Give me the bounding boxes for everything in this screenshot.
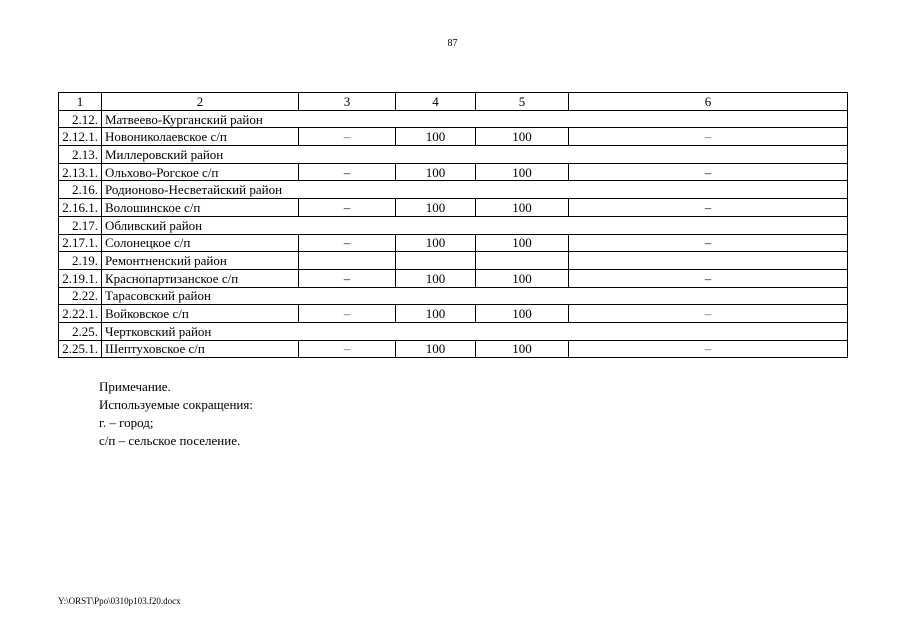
row-number-cell: 2.12. (59, 110, 102, 128)
col4-cell: 100 (396, 234, 476, 252)
table-header-row (59, 93, 848, 111)
file-path-footer: Y:\ORST\Ppo\0310p103.f20.docx (58, 596, 181, 606)
district-name-cell: Ремонтненский район (102, 252, 299, 270)
district-name-cell: Родионово-Несветайский район (102, 181, 848, 199)
col3-cell: – (299, 305, 396, 323)
settlement-name-cell: Шептуховское с/п (102, 340, 299, 358)
header-cell-6: 6 (569, 93, 848, 111)
col4-cell: 100 (396, 340, 476, 358)
col3-cell: – (299, 340, 396, 358)
empty-cell (299, 252, 396, 270)
header-cell-1: 1 (59, 93, 102, 111)
header-cell-4: 4 (396, 93, 476, 111)
settlement-row (59, 163, 848, 181)
settlement-name-cell: Ольхово-Рогское с/п (102, 163, 299, 181)
col6-cell: – (569, 128, 848, 146)
col3-cell: – (299, 199, 396, 217)
district-row (59, 110, 848, 128)
note-line: Используемые сокращения: (99, 397, 253, 412)
row-number-cell: 2.13. (59, 146, 102, 164)
row-number-cell: 2.12.1. (59, 128, 102, 146)
district-name-cell: Матвеево-Курганский район (102, 110, 848, 128)
row-number-cell: 2.25.1. (59, 340, 102, 358)
row-number-cell: 2.19. (59, 252, 102, 270)
col5-cell: 100 (476, 234, 569, 252)
col6-cell: – (569, 199, 848, 217)
header-cell-3: 3 (299, 93, 396, 111)
col4-cell: 100 (396, 128, 476, 146)
col6-cell: – (569, 163, 848, 181)
settlements-table (58, 92, 848, 358)
settlement-row (59, 269, 848, 287)
col5-cell: 100 (476, 163, 569, 181)
empty-cell (569, 252, 848, 270)
col4-cell: 100 (396, 305, 476, 323)
note-line: с/п – сельское поселение. (99, 433, 241, 448)
row-number-cell: 2.19.1. (59, 269, 102, 287)
col6-cell: – (569, 234, 848, 252)
col3-cell: – (299, 163, 396, 181)
row-number-cell: 2.13.1. (59, 163, 102, 181)
col3-cell: – (299, 269, 396, 287)
col3-cell: – (299, 128, 396, 146)
col5-cell: 100 (476, 269, 569, 287)
header-cell-5: 5 (476, 93, 569, 111)
row-number-cell: 2.22. (59, 287, 102, 305)
col6-cell: – (569, 340, 848, 358)
settlement-name-cell: Волошинское с/п (102, 199, 299, 217)
col3-cell: – (299, 234, 396, 252)
district-row (59, 322, 848, 340)
row-number-cell: 2.17.1. (59, 234, 102, 252)
note-title: Примечание. (99, 379, 171, 394)
district-name-cell: Обливский район (102, 216, 848, 234)
district-row (59, 146, 848, 164)
settlement-name-cell: Войковское с/п (102, 305, 299, 323)
row-number-cell: 2.17. (59, 216, 102, 234)
note-line: г. – город; (99, 415, 154, 430)
col5-cell: 100 (476, 128, 569, 146)
row-number-cell: 2.22.1. (59, 305, 102, 323)
settlement-row (59, 128, 848, 146)
district-name-cell: Чертковский район (102, 322, 848, 340)
note-block (99, 378, 253, 450)
col5-cell: 100 (476, 199, 569, 217)
district-row (59, 181, 848, 199)
settlement-name-cell: Солонецкое с/п (102, 234, 299, 252)
district-row (59, 287, 848, 305)
settlement-name-cell: Новониколаевское с/п (102, 128, 299, 146)
district-row (59, 252, 848, 270)
col6-cell: – (569, 305, 848, 323)
col4-cell: 100 (396, 163, 476, 181)
header-cell-2: 2 (102, 93, 299, 111)
col5-cell: 100 (476, 305, 569, 323)
row-number-cell: 2.25. (59, 322, 102, 340)
col4-cell: 100 (396, 269, 476, 287)
page-number: 87 (447, 38, 458, 49)
settlement-row (59, 340, 848, 358)
row-number-cell: 2.16. (59, 181, 102, 199)
col6-cell: – (569, 269, 848, 287)
col4-cell: 100 (396, 199, 476, 217)
settlement-row (59, 234, 848, 252)
settlement-row (59, 199, 848, 217)
col5-cell: 100 (476, 340, 569, 358)
row-number-cell: 2.16.1. (59, 199, 102, 217)
settlement-name-cell: Краснопартизанское с/п (102, 269, 299, 287)
empty-cell (396, 252, 476, 270)
district-row (59, 216, 848, 234)
empty-cell (476, 252, 569, 270)
district-name-cell: Тарасовский район (102, 287, 848, 305)
table-body (59, 93, 848, 358)
settlement-row (59, 305, 848, 323)
district-name-cell: Миллеровский район (102, 146, 848, 164)
